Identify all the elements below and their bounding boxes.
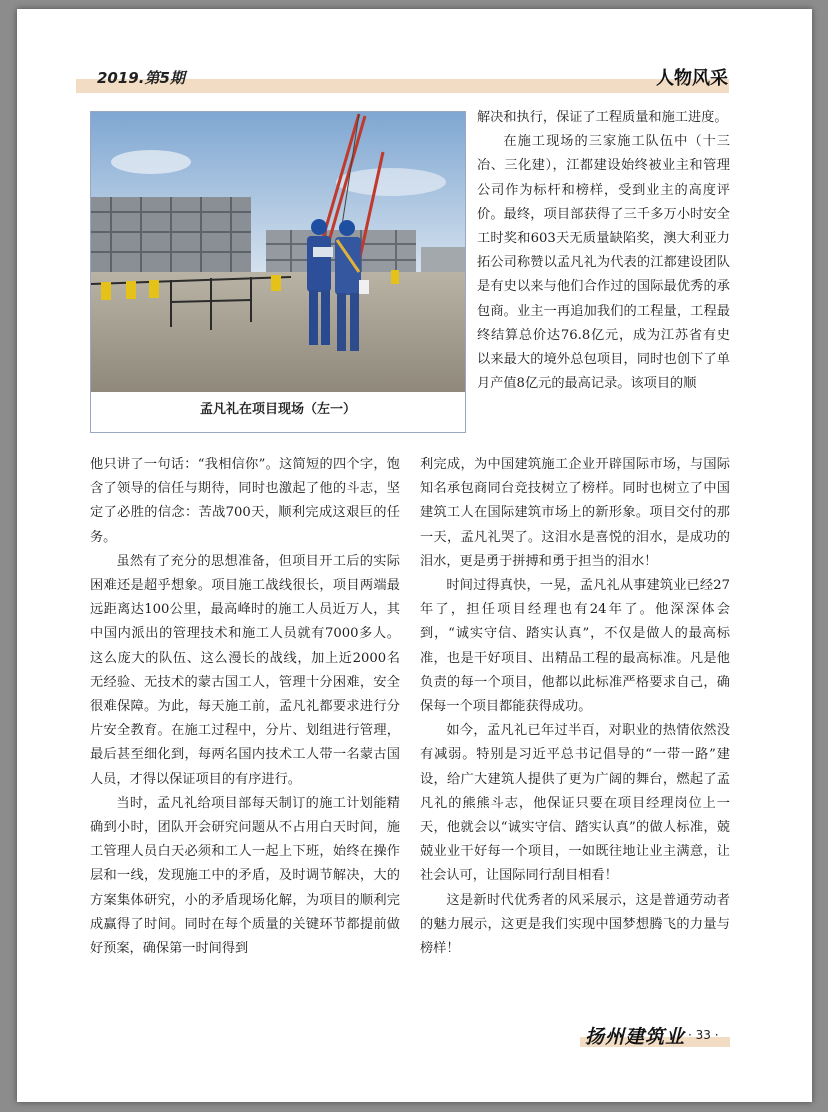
paragraph: 他只讲了一句话：“我相信你”。这简短的四个字，饱含了领导的信任与期待，同时也激起了他的斗志，坚定了必胜的信念：苦战700天，顺利完成这艰巨的任务。 [90,457,400,545]
paragraph: 在施工现场的三家施工队伍中（十三冶、三化建），江都建设始终被业主和管理公司作为标杆和榜样，受到业主的高度评价。最终，项目部获得了三千多万小时安全工时奖和603天无质量缺陷奖，澳大利亚力拓公司称赞以孟凡礼为代表的江都建设团队是有史以来与他们合作过的国际最优秀的承包商。业主一再追加我们的工程量，工程最终结算总价达76.8亿元，成为江苏省有史以来最大的境外总包项目，同时也创下了单月产值8亿元的最高记录。该项目的顺 [477,134,730,392]
paragraph: 这是新时代优秀者的风采展示，这是普通劳动者的魅力展示，这更是我们实现中国梦想腾飞的力量与榜样！ [420,892,730,957]
magazine-name: 扬州建筑业 [585,1026,686,1048]
figure [90,111,466,433]
article-column-right-bottom [420,453,730,961]
paragraph: 利完成，为中国建筑施工企业开辟国际市场，与国际知名承包商同台竞技树立了榜样。同时也树立了中国建筑工人在国际建筑市场上的新形象。项目交付的那一天，孟凡礼哭了。这泪水是喜悦的泪水，是成功的泪水，更是勇于拼搏和勇于担当的泪水！ [420,457,730,569]
article-column-right-top [477,106,730,396]
paragraph: 解决和执行，保证了工程质量和施工进度。 [477,110,728,125]
paragraph: 虽然有了充分的思想准备，但项目开工后的实际困难还是超乎想象。项目施工战线很长，项目两端最远距离达100公里，最高峰时的施工人员近万人，其中国内派出的管理技术和施工人员就有7000多人。这么庞大的队伍、这么漫长的战线，加上近2000名无经验、无技术的蒙古国工人，管理十分困难，安全很难保障。为此，每天施工前，孟凡礼都要求进行分片安全教育。在施工过程中，分片、划组进行管理，最后甚至细化到，每两名国内技术工人带一名蒙古国人员，才得以保证项目的有序进行。 [90,553,400,787]
photo-caption: 孟凡礼在项目现场（左一） [199,402,356,417]
paragraph: 如今，孟凡礼已年过半百，对职业的热情依然没有减弱。特别是习近平总书记倡导的“一带一路”建设，给广大建筑人提供了更为广阔的舞台，燃起了孟凡礼的熊熊斗志，他保证只要在项目经理岗位上一天，他就会以“诚实守信、踏实认真”的做人标准，兢兢业业干好每一个项目，一如既往地让业主满意，让社会认可，让国际同行刮目相看！ [420,723,730,884]
site-photo [91,112,465,392]
section-title: 人物风采 [656,68,728,89]
article-column-left [90,453,400,961]
paragraph: 时间过得真快，一晃，孟凡礼从事建筑业已经27年了，担任项目经理也有24年了。他深深体会到，“诚实守信、踏实认真”，不仅是做人的最高标准，也是干好项目、出精品工程的最高标准。凡是他负责的每一个项目，他都以此标准严格要求自己，确保每一个项目都能获得成功。 [420,578,730,715]
issue-label: 2019.第5期 [97,69,185,87]
page-number: · 33 · [688,1028,719,1042]
paragraph: 当时，孟凡礼给项目部每天制订的施工计划能精确到小时，团队开会研究问题从不占用白天时间，施工管理人员白天必须和工人一起上下班，始终在操作层和一线，发现施工中的矛盾，及时调节解决，大的方案集体研究，小的矛盾现场化解，为项目的顺利完成赢得了时间。同时在每个质量的关键环节都提前做好预案，确保第一时间得到 [90,795,400,957]
